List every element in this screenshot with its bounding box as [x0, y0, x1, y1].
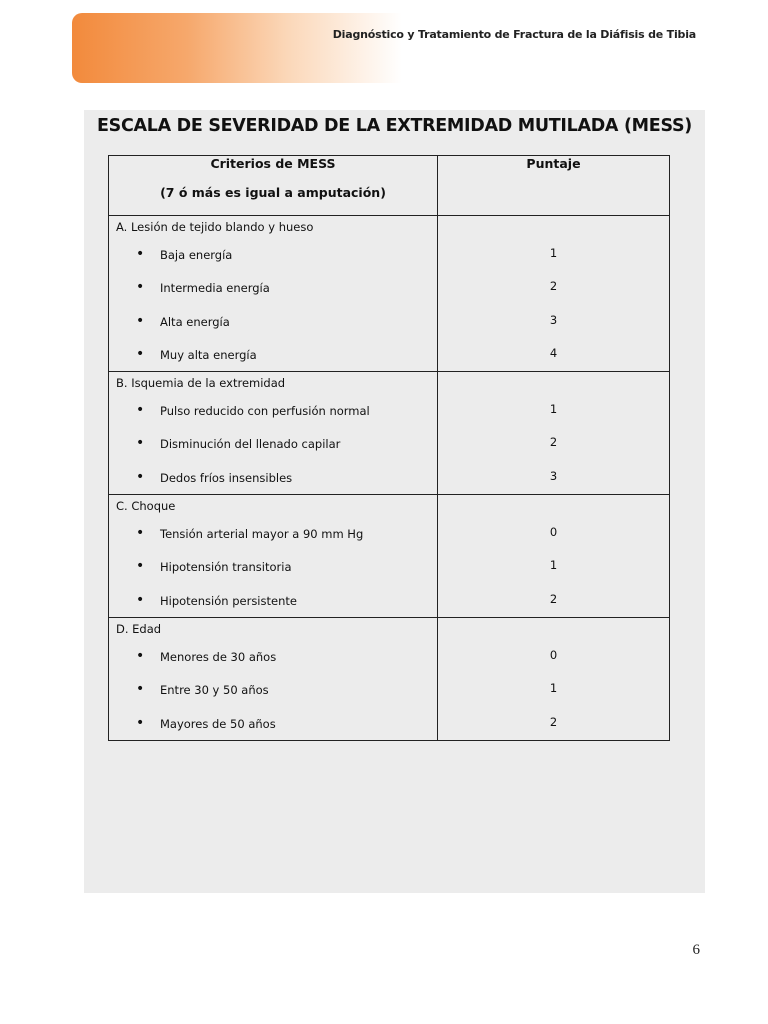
- criterion-label: Entre 30 y 50 años: [160, 683, 269, 698]
- score-cell: [438, 372, 670, 495]
- score-value: 2: [549, 279, 558, 294]
- list-item: [109, 584, 437, 617]
- criterion-label: Baja energía: [160, 248, 233, 262]
- criterion-label: Hipotensión transitoria: [160, 560, 292, 575]
- score-value: 1: [549, 558, 558, 573]
- table-body: [109, 216, 670, 741]
- criterion-label: Dedos fríos insensibles: [160, 470, 293, 485]
- bullet-icon: •: [136, 647, 145, 664]
- criteria-group-title: A. Lesión de tejido blando y hueso: [116, 220, 314, 234]
- score-cell: [438, 495, 670, 618]
- criteria-header-line1: Criterios de MESS: [210, 156, 336, 171]
- list-item: [109, 394, 437, 427]
- score-value: 1: [549, 246, 558, 260]
- criterion-label: Hipotensión persistente: [160, 593, 297, 608]
- score-value: 0: [549, 525, 558, 540]
- header-title: Diagnóstico y Tratamiento de Fractura de la Diáfisis de Tibia: [332, 28, 696, 41]
- score-cell: [438, 216, 670, 372]
- page-number: 6: [692, 942, 700, 958]
- criteria-cell: [109, 216, 438, 372]
- mess-table: [108, 155, 670, 741]
- criteria-group-title: D. Edad: [116, 621, 162, 636]
- criterion-label: Mayores de 50 años: [160, 716, 276, 731]
- bullet-icon: •: [136, 525, 145, 542]
- list-item: [109, 305, 437, 338]
- list-item: [109, 673, 437, 706]
- table-header-row: [109, 156, 670, 216]
- criteria-cell: [109, 617, 438, 740]
- list-item: [109, 707, 437, 740]
- table-row: [109, 495, 670, 618]
- list-item: [109, 640, 437, 673]
- criteria-group-title: C. Choque: [116, 499, 176, 514]
- bullet-icon: •: [136, 312, 145, 329]
- score-cell: [438, 617, 670, 740]
- bullet-icon: •: [136, 435, 145, 452]
- bullet-icon: •: [136, 246, 145, 262]
- bullet-icon: •: [136, 402, 145, 419]
- list-item: [109, 271, 437, 304]
- score-value: 2: [549, 591, 558, 606]
- bullet-icon: •: [136, 591, 145, 608]
- bullet-icon: •: [136, 558, 145, 575]
- score-column-header: Puntaje: [438, 156, 670, 216]
- criterion-label: Tensión arterial mayor a 90 mm Hg: [160, 527, 364, 542]
- criteria-column-header: [109, 156, 438, 216]
- list-item: [109, 427, 437, 460]
- criteria-cell: [109, 372, 438, 495]
- list-item: [109, 238, 437, 271]
- score-value: 3: [549, 468, 558, 483]
- criterion-label: Pulso reducido con perfusión normal: [160, 404, 370, 419]
- criterion-label: Muy alta energía: [160, 347, 257, 362]
- list-item: [109, 338, 437, 371]
- list-item: [109, 550, 437, 583]
- list-item: [109, 517, 437, 550]
- criterion-label: Disminución del llenado capilar: [160, 437, 341, 452]
- criterion-label: Alta energía: [160, 314, 230, 329]
- bullet-icon: •: [136, 279, 145, 296]
- header-accent-band: [72, 13, 402, 83]
- table-row: [109, 617, 670, 740]
- score-value: 4: [549, 345, 558, 360]
- table-row: [109, 216, 670, 372]
- score-value: 3: [549, 312, 558, 327]
- score-value: 1: [549, 681, 558, 696]
- document-title: ESCALA DE SEVERIDAD DE LA EXTREMIDAD MUTILADA (MESS): [97, 116, 692, 136]
- bullet-icon: •: [136, 714, 145, 731]
- bullet-icon: •: [136, 681, 145, 698]
- criteria-group-title: B. Isquemia de la extremidad: [116, 376, 286, 391]
- list-item: [109, 461, 437, 494]
- score-value: 2: [549, 714, 558, 729]
- criteria-cell: [109, 495, 438, 618]
- table-row: [109, 372, 670, 495]
- criterion-label: Intermedia energía: [160, 281, 270, 296]
- bullet-icon: •: [136, 345, 145, 362]
- score-value: 2: [549, 435, 558, 450]
- score-value: 0: [549, 647, 558, 662]
- score-value: 1: [549, 402, 558, 417]
- criteria-header-line2: (7 ó más es igual a amputación): [160, 185, 386, 200]
- bullet-icon: •: [136, 468, 145, 485]
- criterion-label: Menores de 30 años: [160, 649, 277, 664]
